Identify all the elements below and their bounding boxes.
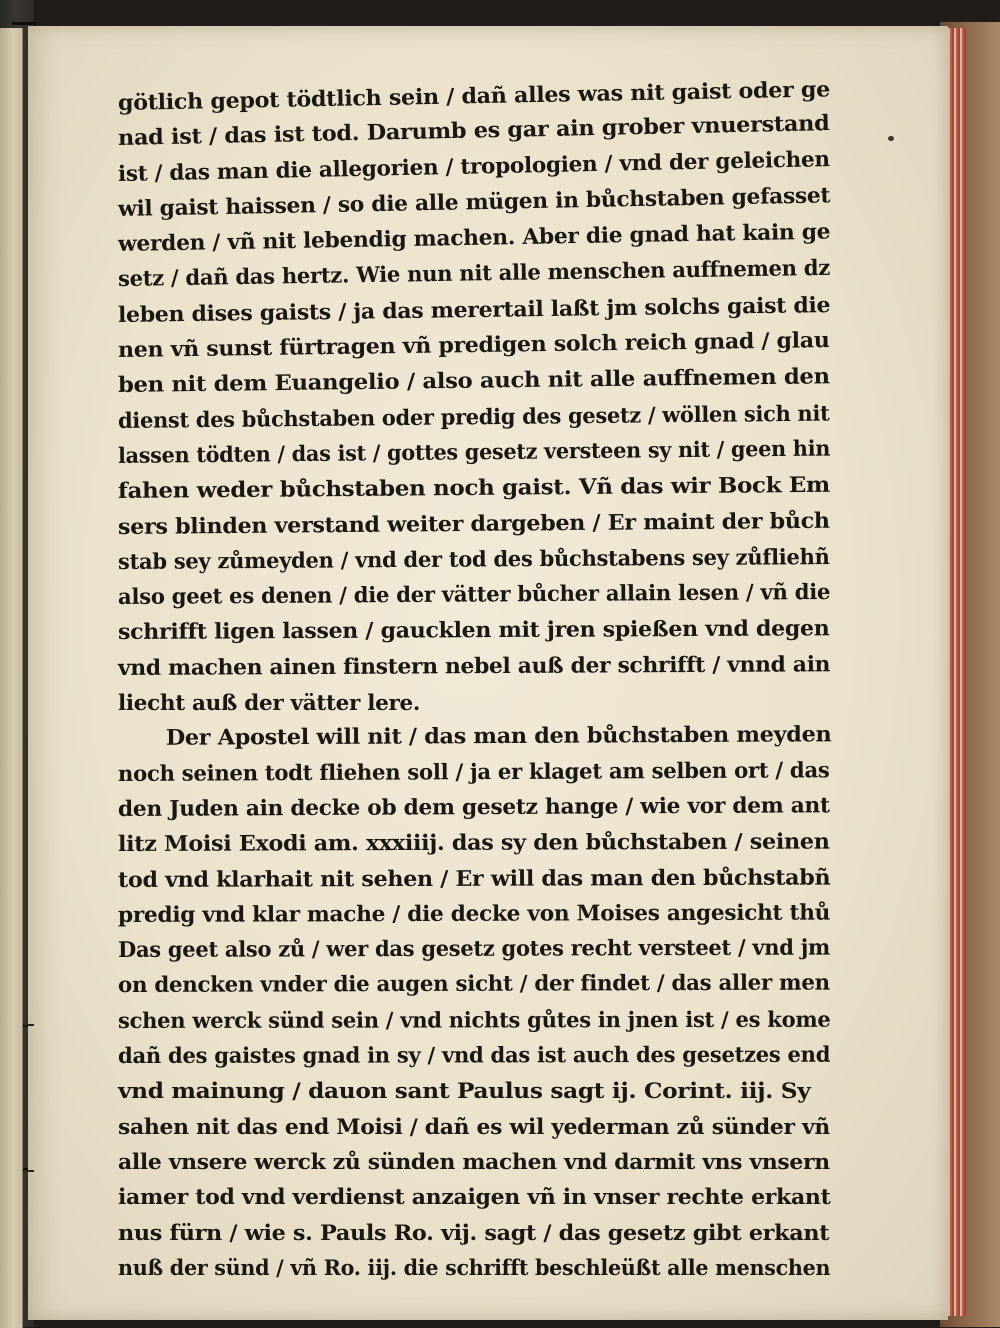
spine-tick — [12, 22, 36, 25]
text-line: den Juden ain decke ob dem gesetz hange / wie vor dem ant — [117, 793, 830, 822]
text-line: dienst des bůchstaben oder predig des gesetz / wöllen sich nit — [117, 401, 830, 434]
text-line: noch seinen todt fliehen soll / ja er klaget am selben ort / das — [117, 757, 830, 787]
page-text — [117, 77, 832, 1286]
text-line: vnd mainung / dauon sant Paulus sagt ij. Corint. iij. Sy — [118, 1079, 811, 1105]
text-line: schrifft ligen lassen / gaucklen mit jren spießen vnd degen — [117, 616, 830, 646]
facing-page-edge — [0, 28, 23, 1328]
text-line: sers blinden verstand weiter dargeben / Er maint der bůch — [117, 508, 830, 540]
text-line: iamer tod vnd verdienst anzaigen vñ in vnser rechte erkant — [118, 1185, 831, 1211]
text-line: fahen weder bůchstaben noch gaist. Vñ das wir Bock Em — [117, 473, 831, 505]
text-line: nad ist / das ist tod. Darumb es gar ain grober vnuerstand — [117, 111, 830, 152]
text-line: nuß der sünd / vñ Ro. iij. die schrifft beschleüßt alle menschen — [118, 1255, 831, 1281]
text-line: ben nit dem Euangelio / also auch nit alle auffnemen den — [117, 364, 830, 399]
text-line: tod vnd klarhait nit sehen / Er will das man den bůchstabñ — [117, 865, 831, 893]
gutter-mark — [24, 1170, 34, 1172]
text-line: werden / vñ nit lebendig machen. Aber die gnad hat kain ge — [117, 219, 831, 258]
text-line: leben dises gaists / ja das merertail laßt jm solchs gaist die — [117, 292, 831, 328]
text-line: on dencken vnder die augen sicht / der findet / das aller men — [117, 970, 830, 999]
text-line: also geet es denen / die der vätter bůcher allain lesen / vñ die — [117, 580, 831, 611]
text-line: dañ des gaistes gnad in sy / vnd das ist auch des gesetzes end — [117, 1042, 831, 1070]
text-line: setz / dañ das hertz. Wie nun nit alle menschen auffnemen dz — [117, 256, 831, 293]
text-line: ist / das man die allegorien / tropologien / vnd der geleichen — [117, 146, 831, 187]
text-line: Das geet also zů / wer das gesetz gotes recht versteet / vnd jm — [117, 935, 831, 964]
text-line: götlich gepot tödtlich sein / dañ alles was nit gaist oder ge — [117, 77, 831, 116]
text-line: sahen nit das end Moisi / dañ es wil yederman zů sünder vñ — [118, 1114, 830, 1140]
text-line: vnd machen ainen finstern nebel auß der schrifft / vnnd ain — [117, 652, 831, 681]
text-line: alle vnsere werck zů sünden machen vnd darmit vns vnsern — [118, 1149, 830, 1175]
text-line: lassen tödten / das ist / gottes gesetz versteen sy nit / geen hin — [117, 436, 831, 469]
page-block-edge — [946, 28, 966, 1316]
text-line: nus fürn / wie s. Pauls Ro. vij. sagt / das gesetz gibt erkant — [118, 1220, 830, 1246]
text-line: wil gaist haissen / so die alle mügen in bůchstaben gefasset — [117, 183, 831, 222]
text-line: schen werck sünd sein / vnd nichts gůtes in jnen ist / es kome — [117, 1007, 831, 1034]
text-line: stab sey zůmeyden / vnd der tod des bůchstabens sey zůfliehñ — [117, 544, 830, 575]
text-line: litz Moisi Exodi am. xxxiiij. das sy den bůchstaben / seinen — [117, 829, 830, 858]
text-line: Der Apostel will nit / das man den bůchstaben meyden — [165, 722, 832, 752]
text-line: liecht auß der vätter lere. — [118, 691, 421, 717]
text-line: predig vnd klar mache / die decke von Moises angesicht thů — [117, 900, 831, 928]
text-line: nen vñ sunst fürtragen vñ predigen solch reich gnad / glau — [117, 328, 830, 364]
ink-blot — [888, 136, 894, 141]
gutter-mark — [24, 1024, 34, 1026]
